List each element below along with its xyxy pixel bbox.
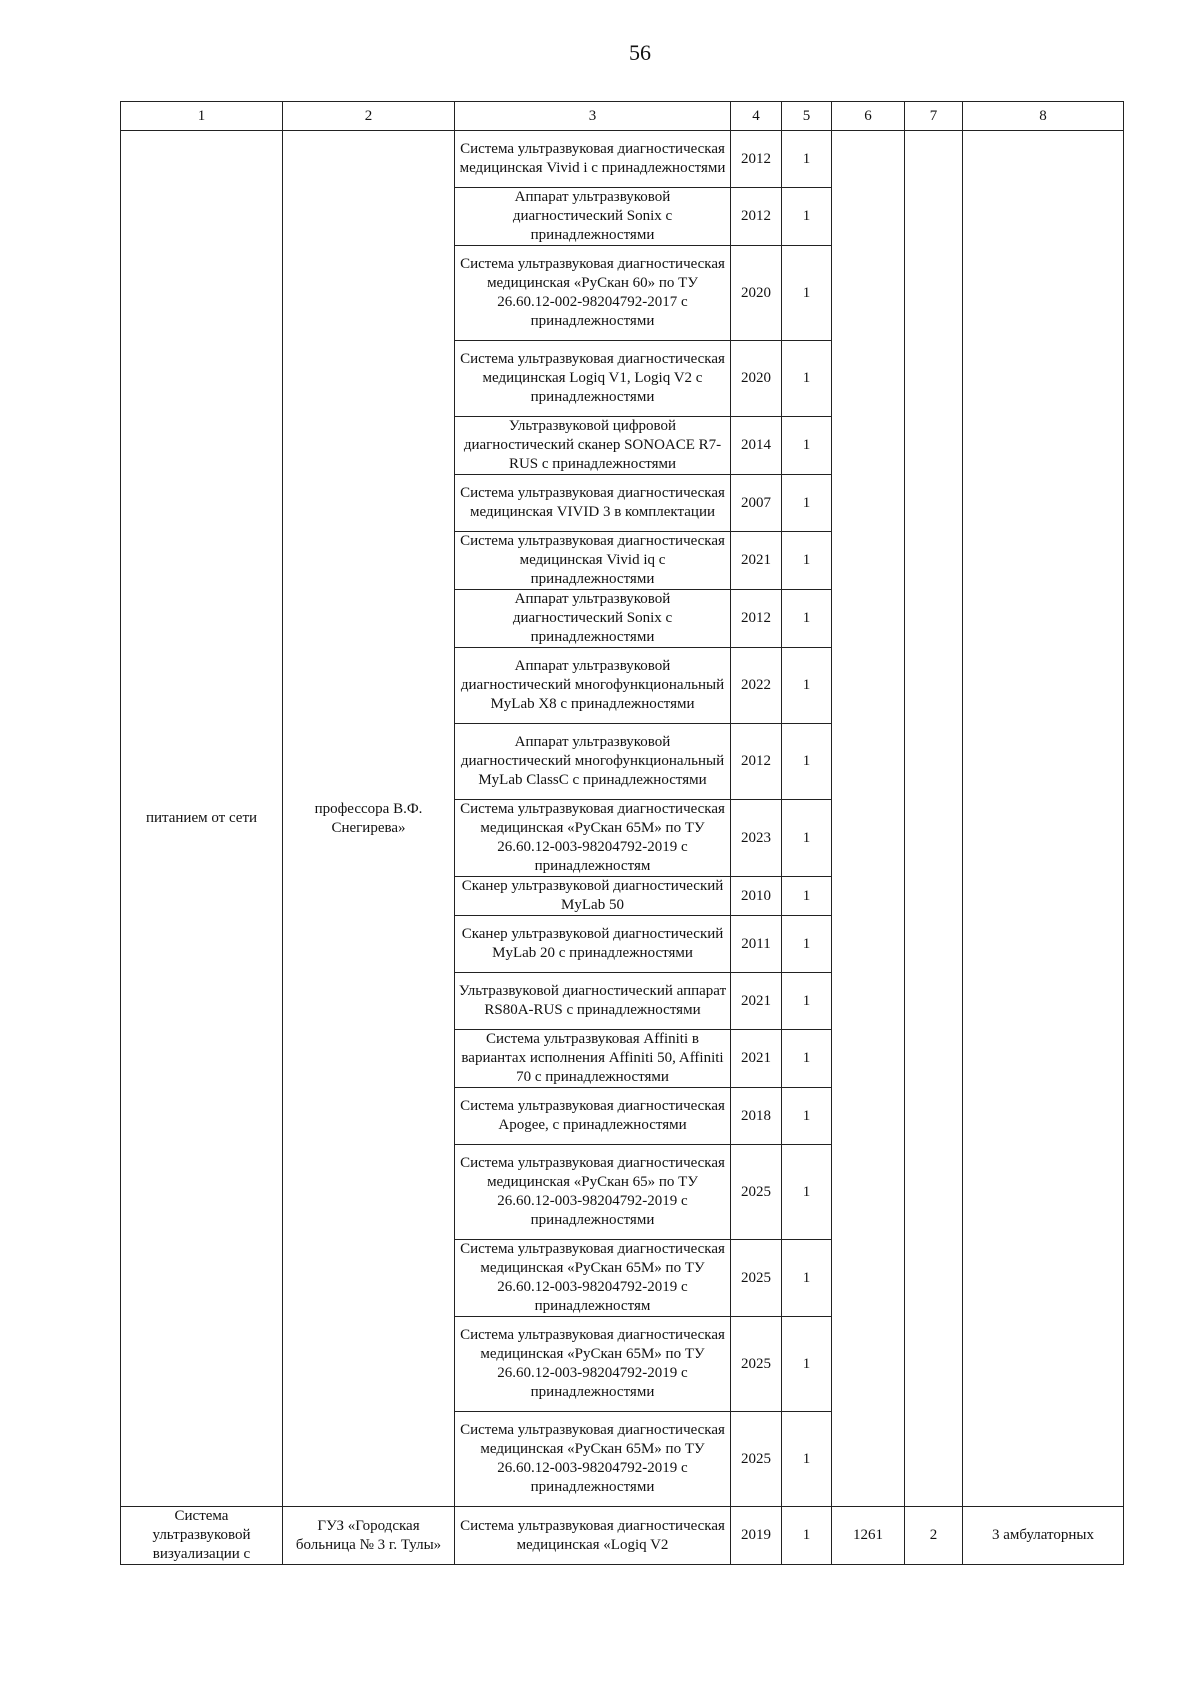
equipment-year: 2012: [731, 131, 782, 188]
page-number: 56: [629, 40, 651, 65]
value-cell: 3 амбулаторных: [963, 1507, 1124, 1565]
equipment-name: Система ультразвуковая диагностическая медицинская «РуСкан 60» по ТУ 26.60.12-002-98204792-2017 с принадлежностями: [455, 246, 731, 341]
equipment-qty: 1: [782, 1145, 832, 1240]
equipment-name: Система ультразвуковая диагностическая медицинская «РуСкан 65М» по ТУ 26.60.12-003-98204792-2019 с принадлежностями: [455, 1412, 731, 1507]
equipment-name: Система ультразвуковая диагностическая медицинская Vivid iq с принадлежностями: [455, 532, 731, 590]
equipment-year: 2011: [731, 916, 782, 973]
column-header: 1: [121, 102, 283, 131]
equipment-name: Система ультразвуковая диагностическая Apogee, с принадлежностями: [455, 1088, 731, 1145]
equipment-qty: 1: [782, 724, 832, 800]
column-header: 7: [905, 102, 963, 131]
column-header: 4: [731, 102, 782, 131]
equipment-name: Система ультразвуковая диагностическая медицинская «РуСкан 65М» по ТУ 26.60.12-003-98204792-2019 с принадлежностям: [455, 800, 731, 877]
equipment-name: Система ультразвуковая диагностическая медицинская Logiq V1, Logiq V2 с принадлежностями: [455, 341, 731, 417]
equipment-year: 2019: [731, 1507, 782, 1565]
equipment-year: 2012: [731, 188, 782, 246]
equipment-qty: 1: [782, 1088, 832, 1145]
empty-cell: [905, 131, 963, 1507]
column-header: 8: [963, 102, 1124, 131]
equipment-year: 2022: [731, 648, 782, 724]
equipment-year: 2020: [731, 341, 782, 417]
organization-cell: профессора В.Ф. Снегирева»: [283, 131, 455, 1507]
equipment-qty: 1: [782, 1317, 832, 1412]
column-header: 2: [283, 102, 455, 131]
column-header: 3: [455, 102, 731, 131]
equipment-year: 2018: [731, 1088, 782, 1145]
power-supply-cell: питанием от сети: [121, 131, 283, 1507]
equipment-qty: 1: [782, 1507, 832, 1565]
equipment-qty: 1: [782, 800, 832, 877]
equipment-table: [120, 101, 1124, 1565]
equipment-name: Аппарат ультразвуковой диагностический Sonix с принадлежностями: [455, 590, 731, 648]
equipment-qty: 1: [782, 1412, 832, 1507]
organization-cell: ГУЗ «Городская больница № 3 г. Тулы»: [283, 1507, 455, 1565]
equipment-year: 2025: [731, 1145, 782, 1240]
equipment-year: 2021: [731, 973, 782, 1030]
equipment-qty: 1: [782, 417, 832, 475]
equipment-name: Система ультразвуковая диагностическая медицинская «Logiq V2: [455, 1507, 731, 1565]
equipment-name: Аппарат ультразвуковой диагностический многофункциональный MyLab X8 с принадлежностями: [455, 648, 731, 724]
equipment-year: 2010: [731, 877, 782, 916]
equipment-name: Система ультразвуковая диагностическая медицинская «РуСкан 65М» по ТУ 26.60.12-003-98204792-2019 с принадлежностями: [455, 1317, 731, 1412]
equipment-qty: 1: [782, 475, 832, 532]
equipment-qty: 1: [782, 590, 832, 648]
equipment-name: Система ультразвуковая диагностическая медицинская «РуСкан 65» по ТУ 26.60.12-003-98204792-2019 с принадлежностями: [455, 1145, 731, 1240]
equipment-year: 2007: [731, 475, 782, 532]
equipment-year: 2012: [731, 590, 782, 648]
equipment-year: 2020: [731, 246, 782, 341]
equipment-year: 2012: [731, 724, 782, 800]
equipment-qty: 1: [782, 341, 832, 417]
column-header: 6: [832, 102, 905, 131]
equipment-qty: 1: [782, 1030, 832, 1088]
column-header: 5: [782, 102, 832, 131]
equipment-qty: 1: [782, 916, 832, 973]
equipment-name: Аппарат ультразвуковой диагностический многофункциональный MyLab ClassC с принадлежностями: [455, 724, 731, 800]
empty-cell: [832, 131, 905, 1507]
equipment-year: 2025: [731, 1412, 782, 1507]
equipment-year: 2021: [731, 532, 782, 590]
equipment-name: Система ультразвуковая диагностическая медицинская Vivid i с принадлежностями: [455, 131, 731, 188]
value-cell: 2: [905, 1507, 963, 1565]
equipment-qty: 1: [782, 131, 832, 188]
value-cell: 1261: [832, 1507, 905, 1565]
equipment-year: 2025: [731, 1317, 782, 1412]
column-number-row: [121, 102, 1124, 131]
system-name-cell: Система ультразвуковой визуализации с: [121, 1507, 283, 1565]
equipment-name: Система ультразвуковая диагностическая медицинская «РуСкан 65М» по ТУ 26.60.12-003-98204792-2019 с принадлежностям: [455, 1240, 731, 1317]
equipment-name: Система ультразвуковая Affiniti в вариантах исполнения Affiniti 50, Affiniti 70 с принадлежностями: [455, 1030, 731, 1088]
equipment-qty: 1: [782, 877, 832, 916]
equipment-year: 2023: [731, 800, 782, 877]
empty-cell: [963, 131, 1124, 1507]
equipment-name: Сканер ультразвуковой диагностический MyLab 20 с принадлежностями: [455, 916, 731, 973]
equipment-name: Ультразвуковой диагностический аппарат RS80A-RUS с принадлежностями: [455, 973, 731, 1030]
equipment-year: 2014: [731, 417, 782, 475]
table-row: [121, 131, 1124, 188]
equipment-name: Аппарат ультразвуковой диагностический Sonix с принадлежностями: [455, 188, 731, 246]
equipment-name: Сканер ультразвуковой диагностический MyLab 50: [455, 877, 731, 916]
equipment-qty: 1: [782, 188, 832, 246]
equipment-year: 2021: [731, 1030, 782, 1088]
equipment-qty: 1: [782, 973, 832, 1030]
equipment-name: Ультразвуковой цифровой диагностический сканер SONOACE R7-RUS с принадлежностями: [455, 417, 731, 475]
equipment-name: Система ультразвуковая диагностическая медицинская VIVID 3 в комплектации: [455, 475, 731, 532]
equipment-qty: 1: [782, 246, 832, 341]
equipment-qty: 1: [782, 532, 832, 590]
table-row-last: [121, 1507, 1124, 1565]
equipment-year: 2025: [731, 1240, 782, 1317]
equipment-qty: 1: [782, 1240, 832, 1317]
equipment-qty: 1: [782, 648, 832, 724]
